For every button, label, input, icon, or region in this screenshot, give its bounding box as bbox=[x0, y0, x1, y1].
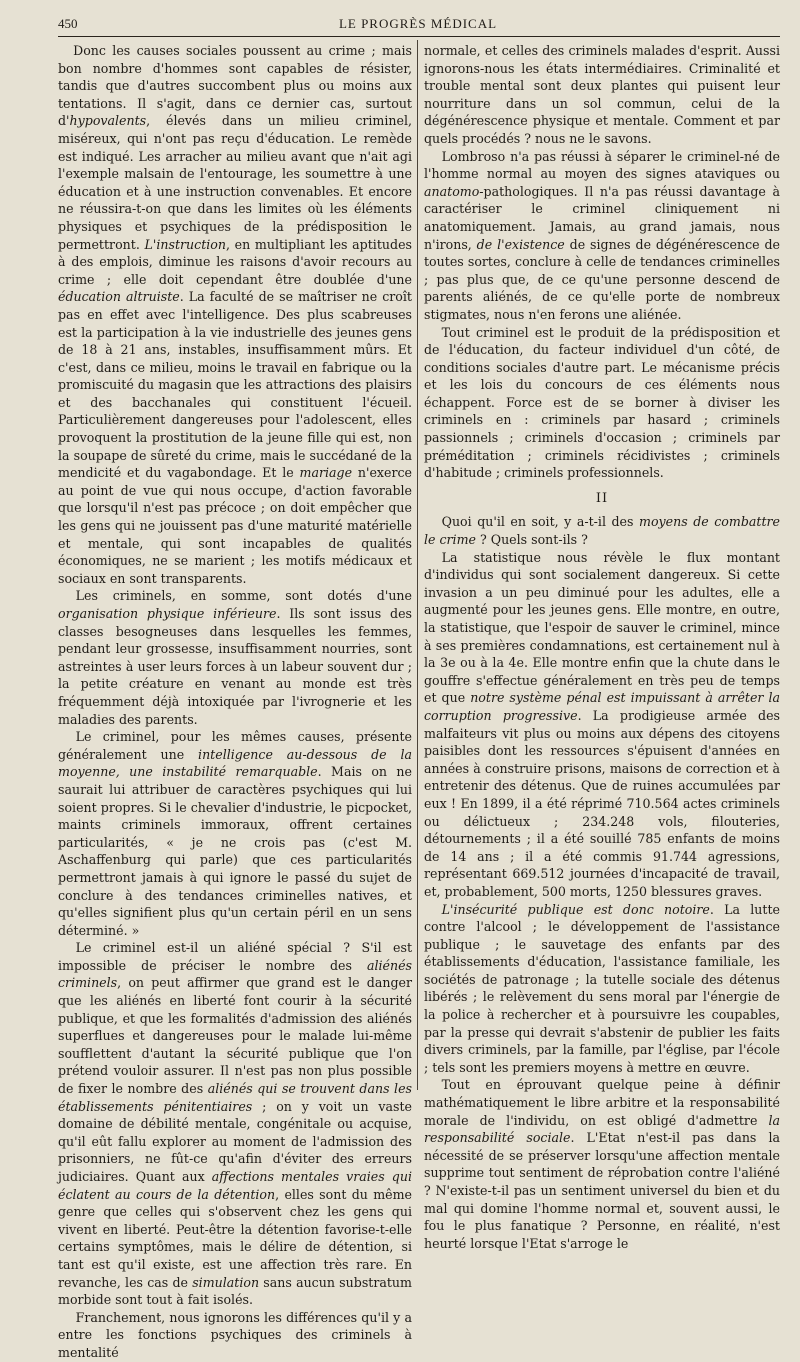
text-run: -pathologiques. Il n'a pas réussi davantage à caractériser le criminel cliniquement ni anatomiquement. Jamais, au grand jamais, nous n'irons, bbox=[424, 183, 780, 252]
emphasis: mariage bbox=[299, 465, 353, 481]
emphasis: éducation altruiste bbox=[58, 289, 180, 305]
text-run: Lombroso n'a pas réussi à séparer le criminel-né de l'homme normal au moyen des signes ataviques ou bbox=[424, 148, 780, 182]
text-run: Tout en éprouvant quelque peine à définir mathématiquement le libre arbitre et la responsabilité morale de l'individu, on est obligé d'admettre bbox=[424, 1077, 780, 1128]
paragraph bbox=[58, 42, 412, 587]
emphasis: L'instruction bbox=[144, 236, 226, 252]
text-run: normale, et celles des criminels malades d'esprit. Aussi ignorons-nous les états intermédiaires. Criminalité et trouble mental sont deux plantes qui puisent leur nourriture dans un sol commun, celui de la dégénérescence physique et mentale. Comment et par quels procédés ? nous ne le savons. bbox=[424, 43, 780, 146]
header-rule bbox=[58, 36, 780, 37]
text-run: n'exerce au point de vue qui nous occupe, d'action favorable que lorsqu'il n'est pas précoce ; on doit empêcher que les gens qui ne jouissent pas d'une maturité matérielle et mentale, qui sont incapables de qualités économiques, ne se marient ; les motifs médicaux et sociaux en sont transparents. bbox=[58, 465, 412, 586]
emphasis: la responsabilité sociale bbox=[424, 1112, 780, 1146]
paragraph bbox=[424, 901, 780, 1077]
page-header bbox=[58, 14, 778, 34]
column-divider bbox=[417, 40, 418, 1090]
paragraph bbox=[424, 513, 780, 548]
paragraph bbox=[58, 1309, 412, 1362]
text-run: , en multipliant les aptitudes à des emplois, diminue les raisons d'avoir recours au crime ; elle doit cependant être doublée d'une bbox=[58, 236, 412, 287]
text-run: . La faculté de se maîtriser ne croît pas en effet avec l'intelligence. Des plus scabreuses est la participation à la vie industrielle des jeunes gens de 18 à 21 ans, instables, insuffisamment mûrs. Et c'est, dans ce milieu, moins le travail en fabrique ou la promiscuité du magasin que les attractions des plaisirs et des bacchanales qui constituent l'écueil. Particulièrement dangereuses pour l'adolescent, elles provoquent la prostitution de la jeune fille qui est, non la soupape de sûreté du crime, mais le succédané de la mendicité et du vagabondage. Et le bbox=[58, 289, 412, 481]
text-run: Franchement, nous ignorons les différences qu'il y a entre les fonctions psychiques des criminels à mentalité bbox=[58, 1309, 412, 1360]
text-run: Les criminels, en somme, sont dotés d'une bbox=[75, 588, 412, 604]
text-run: Quoi qu'il en soit, y a-t-il des bbox=[441, 514, 640, 530]
paragraph bbox=[424, 324, 780, 482]
emphasis: moyens de combattre le crime bbox=[424, 514, 780, 548]
paragraph bbox=[58, 728, 412, 939]
paragraph bbox=[58, 587, 412, 728]
emphasis: intelligence au-dessous de la moyenne, une instabilité remarquable bbox=[58, 746, 412, 780]
left-column bbox=[58, 42, 413, 1360]
emphasis: organisation physique inférieure bbox=[58, 606, 277, 621]
paragraph bbox=[424, 1076, 780, 1252]
text-run: . L'Etat n'est-il pas dans la nécessité de se préserver lorsqu'une affection mentale supprime tout sentiment de réprobation contre l'aliéné ? N'existe-t-il pas un sentiment universel du bien et du mal qui domine l'homme normal et, souvent aussi, le fou le plus fanatique ? Personne, en réalité, n'est heurté lorsque l'Etat s'arroge le bbox=[424, 1130, 780, 1251]
text-run: , on peut affirmer que grand est le danger que les aliénés en liberté font courir à la sécurité publique, et que les formalités d'admission des aliénés superflues et dangereuses pour le malade lui-même soufflettent d'autant la sécurité publique que l'on prétend vouloir assurer. Il n'est pas non plus possible de fixer le nombre des bbox=[58, 975, 412, 1097]
text-run: . La lutte contre l'alcool ; le développement de l'assistance publique ; le sauvetage des enfants par des établissements d'éducation, l'assistance familiale, les sociétés de patronage ; la tutelle sociale des détenus libérés ; le relèvement du sens moral par l'énergie de la police à rechercher et à poursuivre les coupables, par la presse qui devrait s'abstenir de publier les faits divers criminels, par la famille, par l'église, par l'école ; tels sont les premiers moyens à mettre en œuvre. bbox=[424, 901, 780, 1075]
emphasis: hypovalents bbox=[69, 113, 147, 129]
text-run: Le criminel, pour les mêmes causes, présente généralement une bbox=[58, 729, 412, 762]
text-run: . Ils sont issus des classes besogneuses dans lesquelles les femmes, pendant leur grossesse, insuffisamment nourries, sont astreintes à user leurs forces à un labeur souvent dur ; la petite créature en venant au monde est très fréquemment déjà intoxiquée par l'ivrognerie et les maladies des parents. bbox=[58, 606, 412, 727]
emphasis: aliénés criminels bbox=[58, 957, 412, 991]
text-run: sans aucun substratum morbide sont tout à fait isolés. bbox=[58, 1274, 412, 1308]
text-run: Donc les causes sociales poussent au crime ; mais bon nombre d'hommes sont capables de résister, tandis que d'autres succombent plus ou moins aux tentations. Il s'agit, dans ce dernier cas, surtout d' bbox=[58, 43, 412, 129]
emphasis: simulation bbox=[192, 1274, 260, 1290]
paragraph bbox=[424, 42, 780, 148]
text-run: , élevés dans un milieu criminel, miséreux, qui n'ont pas reçu d'éducation. Le remède est indiqué. Les arracher au milieu avant que n'ait agi l'exemple malsain de l'entourage, les soumettre à une éducation et à une instruction convenables. Et encore ne réussira-t-on que dans les limites où les éléments physiques et psychiques de la prédisposition le permettront. bbox=[58, 113, 412, 252]
text-run: Tout criminel est le produit de la prédisposition et de l'éducation, du facteur individuel d'un côté, de conditions sociales d'autre part. Le mécanisme précis et les lois du concours de ces éléments nous échappent. Force est de se borner à diviser les criminels en : criminels par hasard ; criminels passionnels ; criminels d'occasion ; criminels par préméditation ; criminels récidivistes ; criminels d'habitude ; criminels professionnels. bbox=[424, 324, 780, 481]
emphasis: anatomo bbox=[424, 183, 480, 199]
text-run: , elles sont du même genre que celles qui s'observent chez les gens qui vivent en liberté. Peut-être la détention favorise-t-elle certains symptômes, mais le délire de détention, si tant est qu'il existe, est une affection très rare. En revanche, les cas de bbox=[58, 1186, 412, 1290]
emphasis: aliénés qui se trouvent dans les établissements pénitentiaires bbox=[58, 1081, 413, 1114]
right-column bbox=[424, 42, 780, 1251]
paragraph bbox=[424, 549, 780, 901]
emphasis: de l'existence bbox=[476, 236, 565, 252]
text-run: . Mais on ne saurait lui attribuer de caractères psychiques qui lui soient propres. Si le chevalier d'industrie, le picpocket, maints criminels immoraux, offrent certaines particularités, « je ne crois pas (c'est M. Aschaffenburg qui parle) que ces particularités permettront jamais à qui ignore le passé du sujet de conclure à des tendances criminelles natives, et qu'elles signifient plus qu'un certain péril en un sens déterminé. » bbox=[58, 764, 412, 938]
journal-title: LE PROGRÈS MÉDICAL bbox=[338, 16, 498, 31]
text-run: La statistique nous révèle le flux montant d'individus qui sont socialement dangereux. Si cette invasion a un peu diminué pour les adultes, elle a augmenté pour les jeunes gens. Elle montre, en outre, la statistique, que l'espoir de sauver le criminel, mince à ses premières condamnations, est certainement nul à la 3e ou à la 4e. Elle montre enfin que la chute dans le gouffre s'effectue généralement en très peu de temps et que bbox=[424, 549, 780, 706]
emphasis: L'insécurité publique est donc notoire bbox=[441, 901, 710, 917]
text-run: Le criminel est-il un aliéné spécial ? S'il est impossible de préciser le nombre des bbox=[58, 940, 412, 973]
paragraph bbox=[58, 939, 412, 1308]
emphasis: notre système pénal est impuissant à arrêter la corruption progressive bbox=[424, 690, 780, 723]
paragraph bbox=[424, 148, 780, 324]
text-run: ; on y voit un vaste domaine de débilité mentale, congénitale ou acquise, qu'il eût fallu explorer au moment de l'admission des prisonniers, ne fût-ce qu'afin d'éviter des erreurs judiciaires. Quant aux bbox=[58, 1098, 413, 1184]
text-run: ? Quels sont-ils ? bbox=[475, 532, 588, 548]
text-run: . La prodigieuse armée des malfaiteurs vit plus ou moins aux dépens des citoyens paisibles dont les ressources s'épuisent d'années en années à construire prisons, maisons de correction et à entretenir des détenus. Que de ruines accumulées par eux ! En 1899, il a été réprimé 710.564 actes criminels ou délictueux ; 234.248 vols, filouteries, détournements ; il a été souillé 785 enfants de moins de 14 ans ; il a été commis 91.744 agressions, représentant 669.512 journées d'incapacité de travail, et, probablement, 500 morts, 1250 blessures graves. bbox=[424, 707, 780, 899]
section-heading: II bbox=[595, 490, 609, 506]
page-number: 450 bbox=[58, 16, 78, 31]
emphasis: affections mentales vraies qui éclatent au cours de la détention bbox=[58, 1169, 413, 1202]
text-run: de signes de dégénérescence de toutes sortes, conclure à celle de tendances criminelles ; pas plus que, de ce qu'une personne descend de parents aliénés, de ce qu'elle porte de nombreux stigmates, nous n'en ferons une aliénée. bbox=[424, 236, 780, 322]
